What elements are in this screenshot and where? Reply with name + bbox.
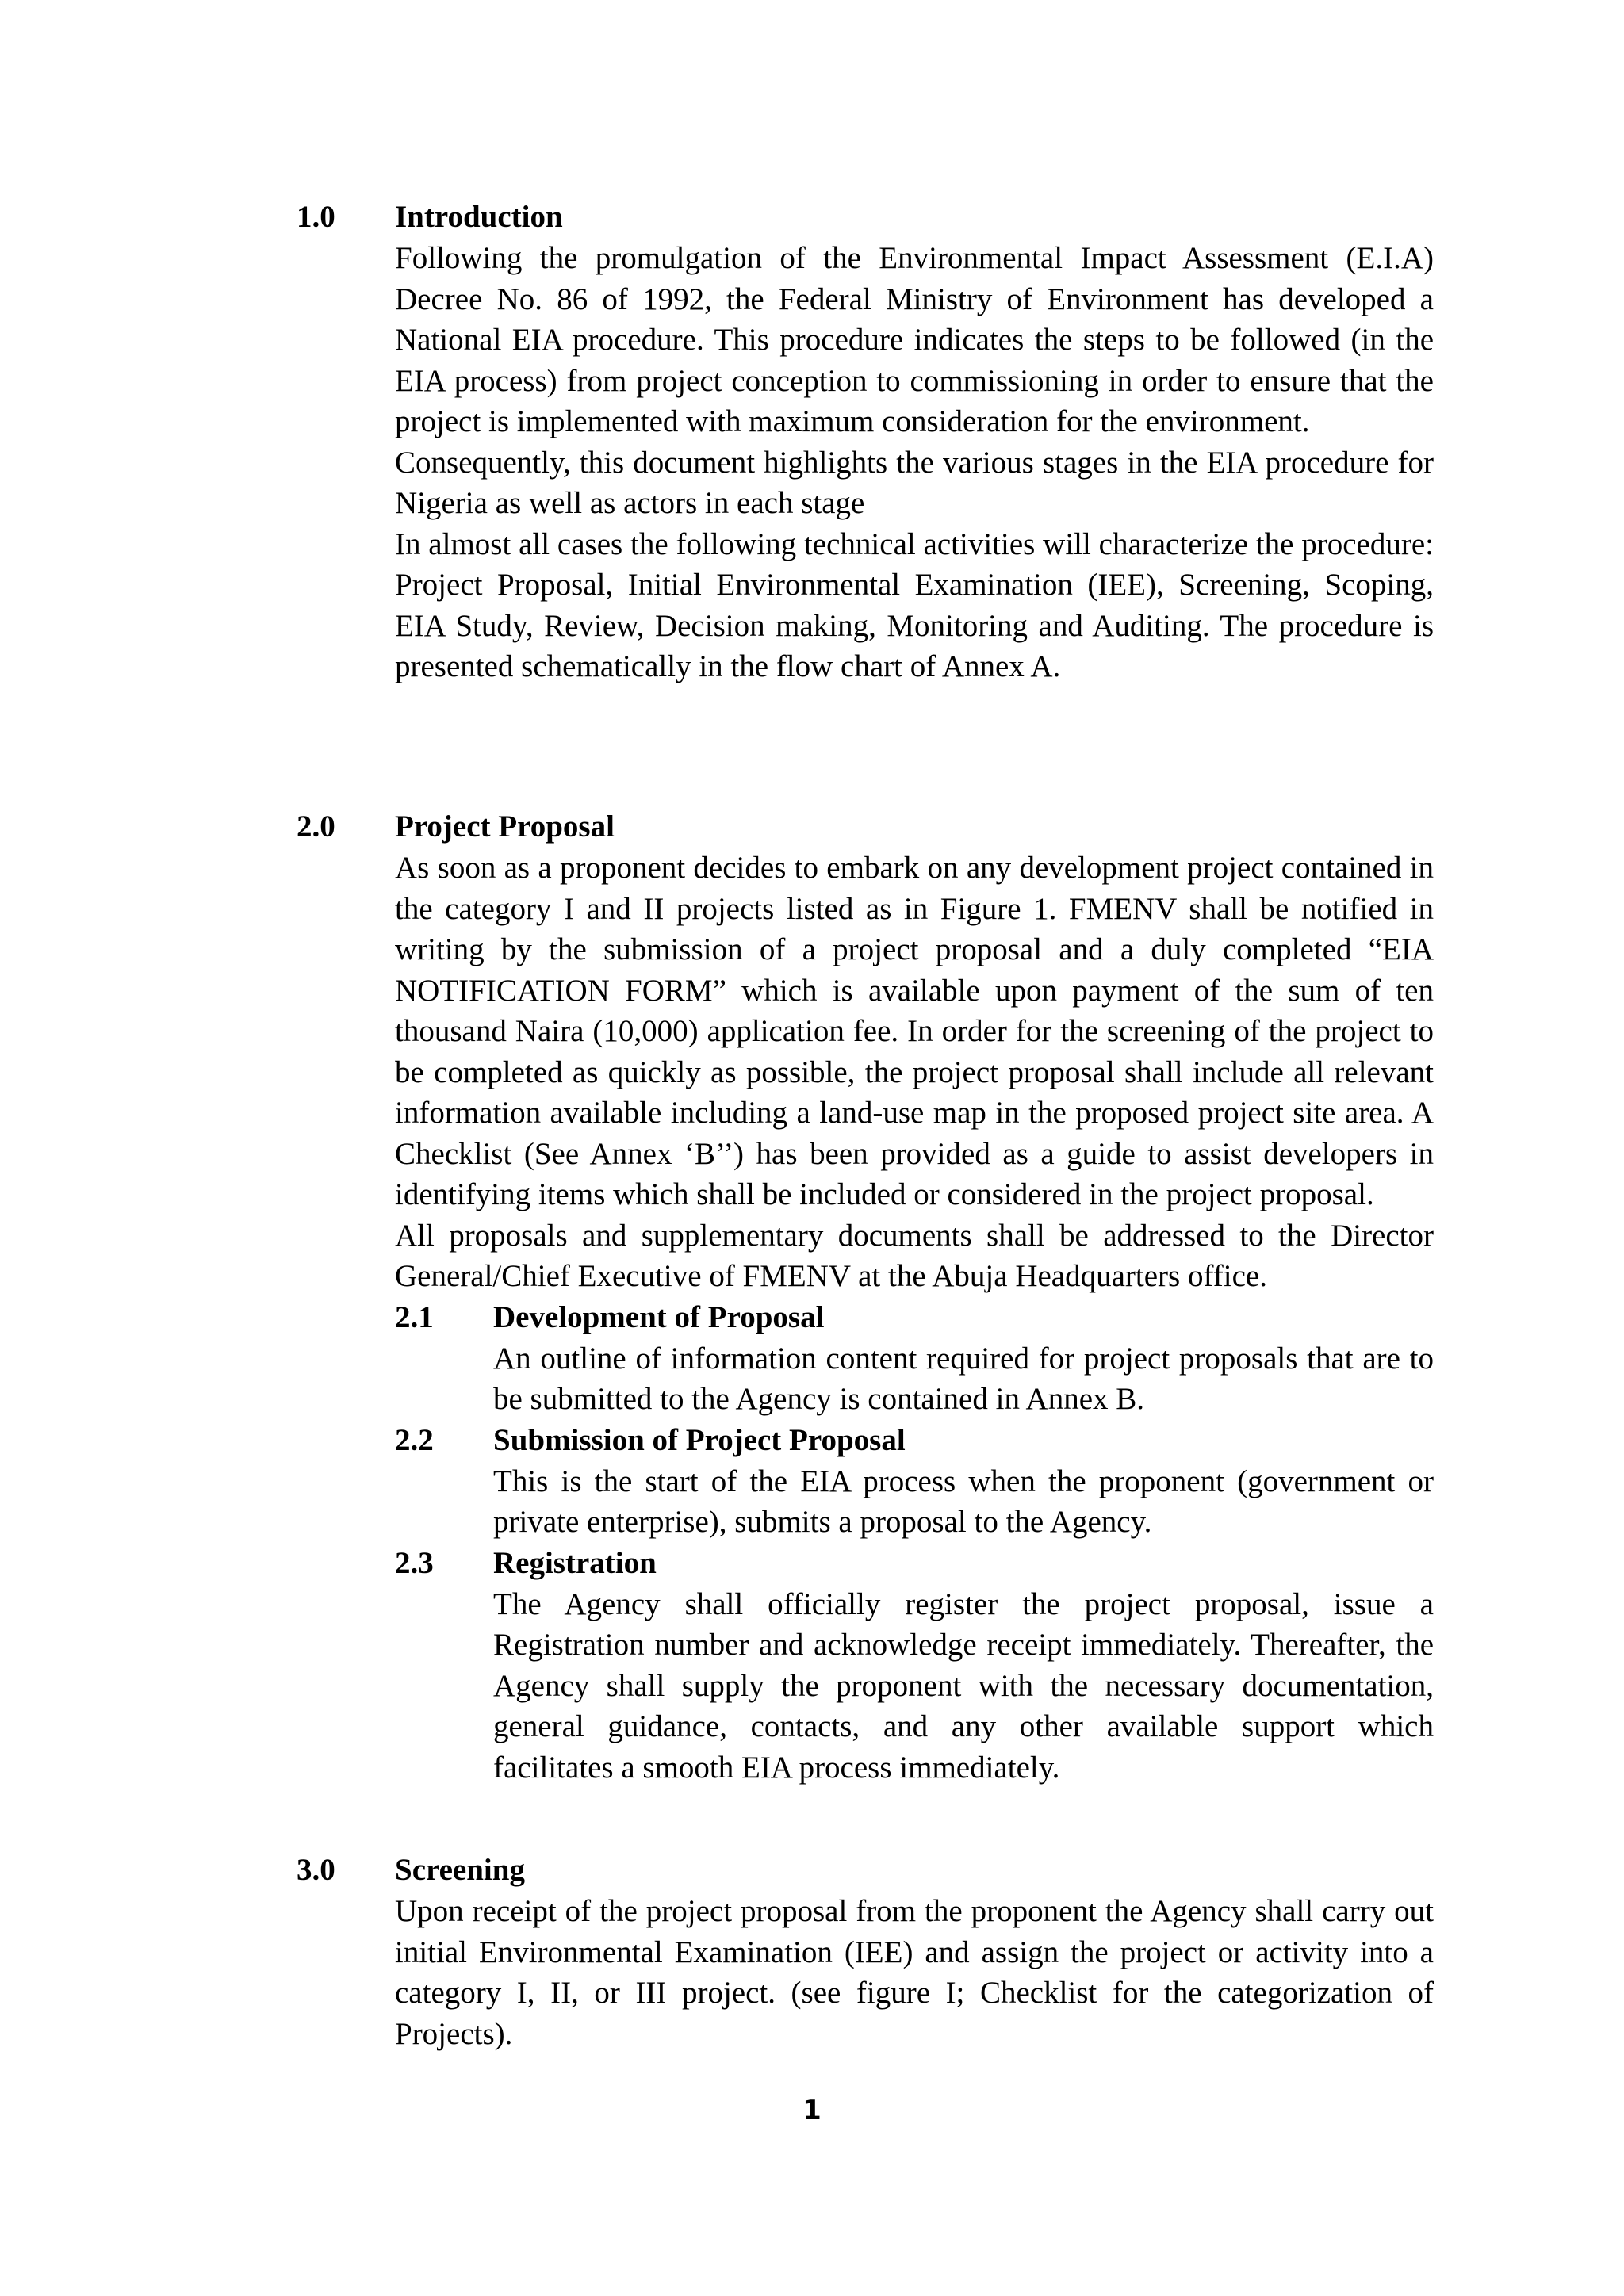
page-number: 1 — [802, 2095, 822, 2126]
subsection-title: Submission of Project Proposal — [493, 1422, 906, 1457]
paragraph: Following the promulgation of the Environmental Impact Assessment (E.I.A) Decree No. 86 of 1992, the Federal Ministry of Environment has developed a National EIA procedure. This procedure indicates the steps to be followed (in the EIA process) from project conception to commissioning in order to ensure that the project is implemented with maximum consideration for the environment. — [395, 241, 1434, 438]
subsection-number: 2.1 — [395, 1299, 434, 1334]
paragraph: Upon receipt of the project proposal from the proponent the Agency shall carry out initial Environmental Examination (IEE) and assign the project or activity into a category I, II, or III project. (see figure I; Checklist for the categorization of Projects). — [395, 1894, 1434, 2051]
subsection-title: Development of Proposal — [493, 1299, 825, 1334]
paragraph: Consequently, this document highlights the various stages in the EIA procedure for Nigeria as well as actors in each stage — [395, 445, 1434, 520]
section-project-proposal — [297, 806, 1434, 1788]
subsection-number: 2.3 — [395, 1545, 434, 1580]
paragraph: All proposals and supplementary documents shall be addressed to the Director General/Chief Executive of FMENV at the Abuja Headquarters office. — [395, 1218, 1434, 1293]
section-introduction — [297, 197, 1434, 687]
section-title: Screening — [395, 1853, 525, 1887]
section-body — [395, 238, 1434, 687]
section-number: 1.0 — [297, 200, 335, 234]
paragraph: An outline of information content required for project proposals that are to be submitted to the Agency is contained in Annex B. — [493, 1341, 1434, 1416]
paragraph: The Agency shall officially register the project proposal, issue a Registration number and acknowledge receipt immediately. Thereafter, the Agency shall supply the proponent with the necessary documentation, general guidance, contacts, and any other available support which facilitates a smooth EIA process immediately. — [493, 1586, 1434, 1785]
subsection-heading — [395, 1420, 1434, 1461]
section-heading — [297, 197, 1434, 238]
paragraph: In almost all cases the following technical activities will characterize the procedure: Project Proposal, Initial Environmental Examination (IEE), Screening, Scoping, EIA Study, Review, Decision making, Monitoring and Auditing. The procedure is presented schematically in the flow chart of Annex A. — [395, 526, 1434, 683]
subsection-title: Registration — [493, 1545, 657, 1580]
subsection-registration — [395, 1543, 1434, 1789]
section-title: Project Proposal — [395, 809, 615, 844]
paragraph: As soon as a proponent decides to embark on any development project contained in the category I and II projects listed as in Figure 1. FMENV shall be notified in writing by the submission of a project proposal and a duly completed “EIA NOTIFICATION FORM” which is available upon payment of the sum of ten thousand Naira (10,000) application fee. In order for the screening of the project to be completed as quickly as possible, the project proposal shall include all relevant information available including a land-use map in the proposed project site area. A Checklist (See Annex ‘B’’) has been provided as a guide to assist developers in identifying items which shall be included or considered in the project proposal. — [395, 851, 1434, 1211]
subsection-submission-of-project-proposal — [395, 1420, 1434, 1543]
subsection-development-of-proposal — [395, 1297, 1434, 1420]
section-number: 2.0 — [297, 809, 335, 844]
subsection-number: 2.2 — [395, 1422, 434, 1457]
section-screening — [297, 1850, 1434, 2054]
subsection-heading — [395, 1297, 1434, 1338]
section-number: 3.0 — [297, 1853, 335, 1887]
paragraph: This is the start of the EIA process when the proponent (government or private enterprise), submits a proposal to the Agency. — [493, 1464, 1434, 1539]
section-heading — [297, 806, 1434, 848]
subsection-heading — [395, 1543, 1434, 1584]
section-title: Introduction — [395, 200, 563, 234]
section-body — [395, 1891, 1434, 2054]
section-heading — [297, 1850, 1434, 1891]
section-body — [395, 848, 1434, 1788]
